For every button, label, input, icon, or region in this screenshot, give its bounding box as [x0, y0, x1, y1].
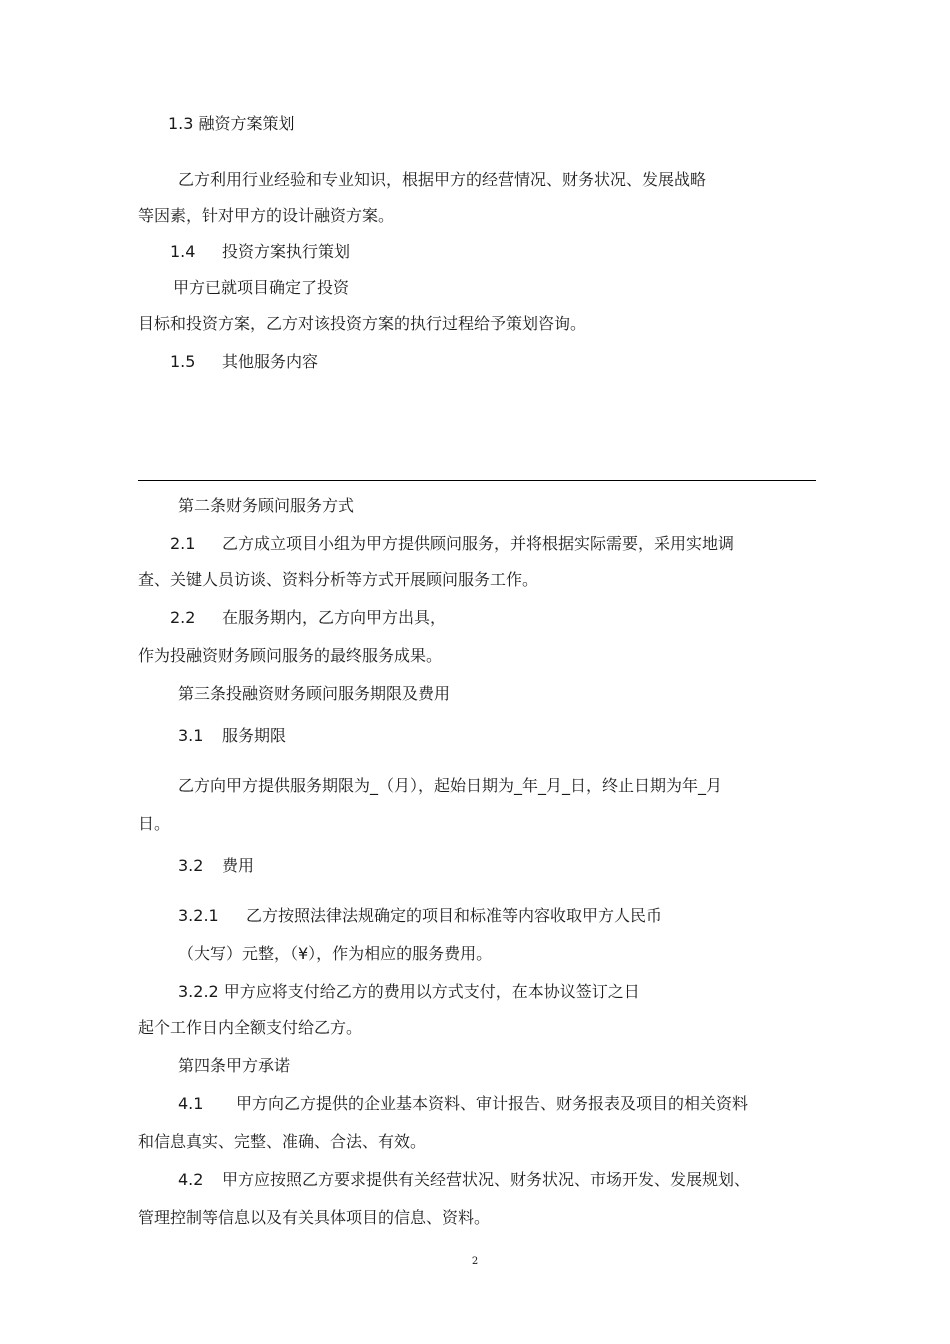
- clause-title: 服务期限: [222, 726, 287, 745]
- clause-number: 2.2: [170, 608, 196, 627]
- heading-1-5: [170, 352, 318, 372]
- clause-text: 甲方应按照乙方要求提供有关经营状况、财务状况、市场开发、发展规划、: [222, 1170, 751, 1189]
- clause-text: 乙方成立项目小组为甲方提供顾问服务，并将根据实际需要，采用实地调: [222, 534, 735, 553]
- article-2-heading: 第二条财务顾问服务方式: [178, 496, 355, 515]
- clause-number: 1.4: [170, 242, 196, 261]
- clause-3-2-1-line-1: [178, 906, 662, 926]
- paragraph-1-4-line-2: 目标和投资方案，乙方对该投资方案的执行过程给予策划咨询。: [138, 314, 587, 333]
- clause-3-1-heading: [178, 726, 286, 746]
- heading-1-4: [170, 242, 350, 262]
- clause-3-1-text-line-1: 乙方向甲方提供服务期限为_（月），起始日期为_年_月_日，终止日期为年_月: [178, 776, 723, 795]
- clause-number: 3.2: [178, 856, 204, 875]
- horizontal-rule: [138, 480, 816, 481]
- clause-4-1-line-1: [178, 1094, 748, 1114]
- paragraph-1-4-line-1: 甲方已就项目确定了投资: [173, 278, 350, 297]
- clause-3-2-1-line-2: （大写）元整，（¥），作为相应的服务费用。: [178, 944, 493, 963]
- clause-text: 乙方按照法律法规确定的项目和标准等内容收取甲方人民币: [246, 906, 663, 925]
- clause-number: 2.1: [170, 534, 196, 553]
- clause-4-2-line-2: 管理控制等信息以及有关具体项目的信息、资料。: [138, 1208, 491, 1227]
- page-number: 2: [471, 1256, 479, 1267]
- clause-2-1-line-1: [170, 534, 734, 554]
- clause-number: 3.2.1: [178, 906, 219, 925]
- clause-number: 4.2: [178, 1170, 204, 1189]
- clause-2-2-line-1: [170, 608, 446, 628]
- clause-text: 在服务期内，乙方向甲方出具，: [222, 608, 447, 627]
- clause-2-1-line-2: 查、关键人员访谈、资料分析等方式开展顾问服务工作。: [138, 570, 539, 589]
- clause-2-2-line-2: 作为投融资财务顾问服务的最终服务成果。: [138, 646, 443, 665]
- clause-3-2-2-line-1: 3.2.2 甲方应将支付给乙方的费用以方式支付，在本协议签订之日: [178, 982, 640, 1001]
- clause-text: 甲方向乙方提供的企业基本资料、审计报告、财务报表及项目的相关资料: [236, 1094, 749, 1113]
- heading-1-3: 1.3 融资方案策划: [168, 114, 295, 133]
- clause-4-2-line-1: [178, 1170, 750, 1190]
- clause-number: 1.5: [170, 352, 196, 371]
- clause-number: 3.1: [178, 726, 204, 745]
- clause-number: 4.1: [178, 1094, 204, 1113]
- clause-3-1-text-line-2: 日。: [138, 814, 171, 833]
- article-3-heading: 第三条投融资财务顾问服务期限及费用: [178, 684, 451, 703]
- clause-4-1-line-2: 和信息真实、完整、准确、合法、有效。: [138, 1132, 427, 1151]
- clause-title: 其他服务内容: [222, 352, 319, 371]
- clause-title: 投资方案执行策划: [222, 242, 351, 261]
- paragraph-1-3-line-2: 等因素，针对甲方的设计融资方案。: [138, 206, 395, 225]
- clause-3-2-2-line-2: 起个工作日内全额支付给乙方。: [138, 1018, 363, 1037]
- article-4-heading: 第四条甲方承诺: [178, 1056, 291, 1075]
- paragraph-1-3-line-1: 乙方利用行业经验和专业知识，根据甲方的经营情况、财务状况、发展战略: [178, 170, 707, 189]
- clause-title: 费用: [222, 856, 255, 875]
- clause-3-2-heading: [178, 856, 254, 876]
